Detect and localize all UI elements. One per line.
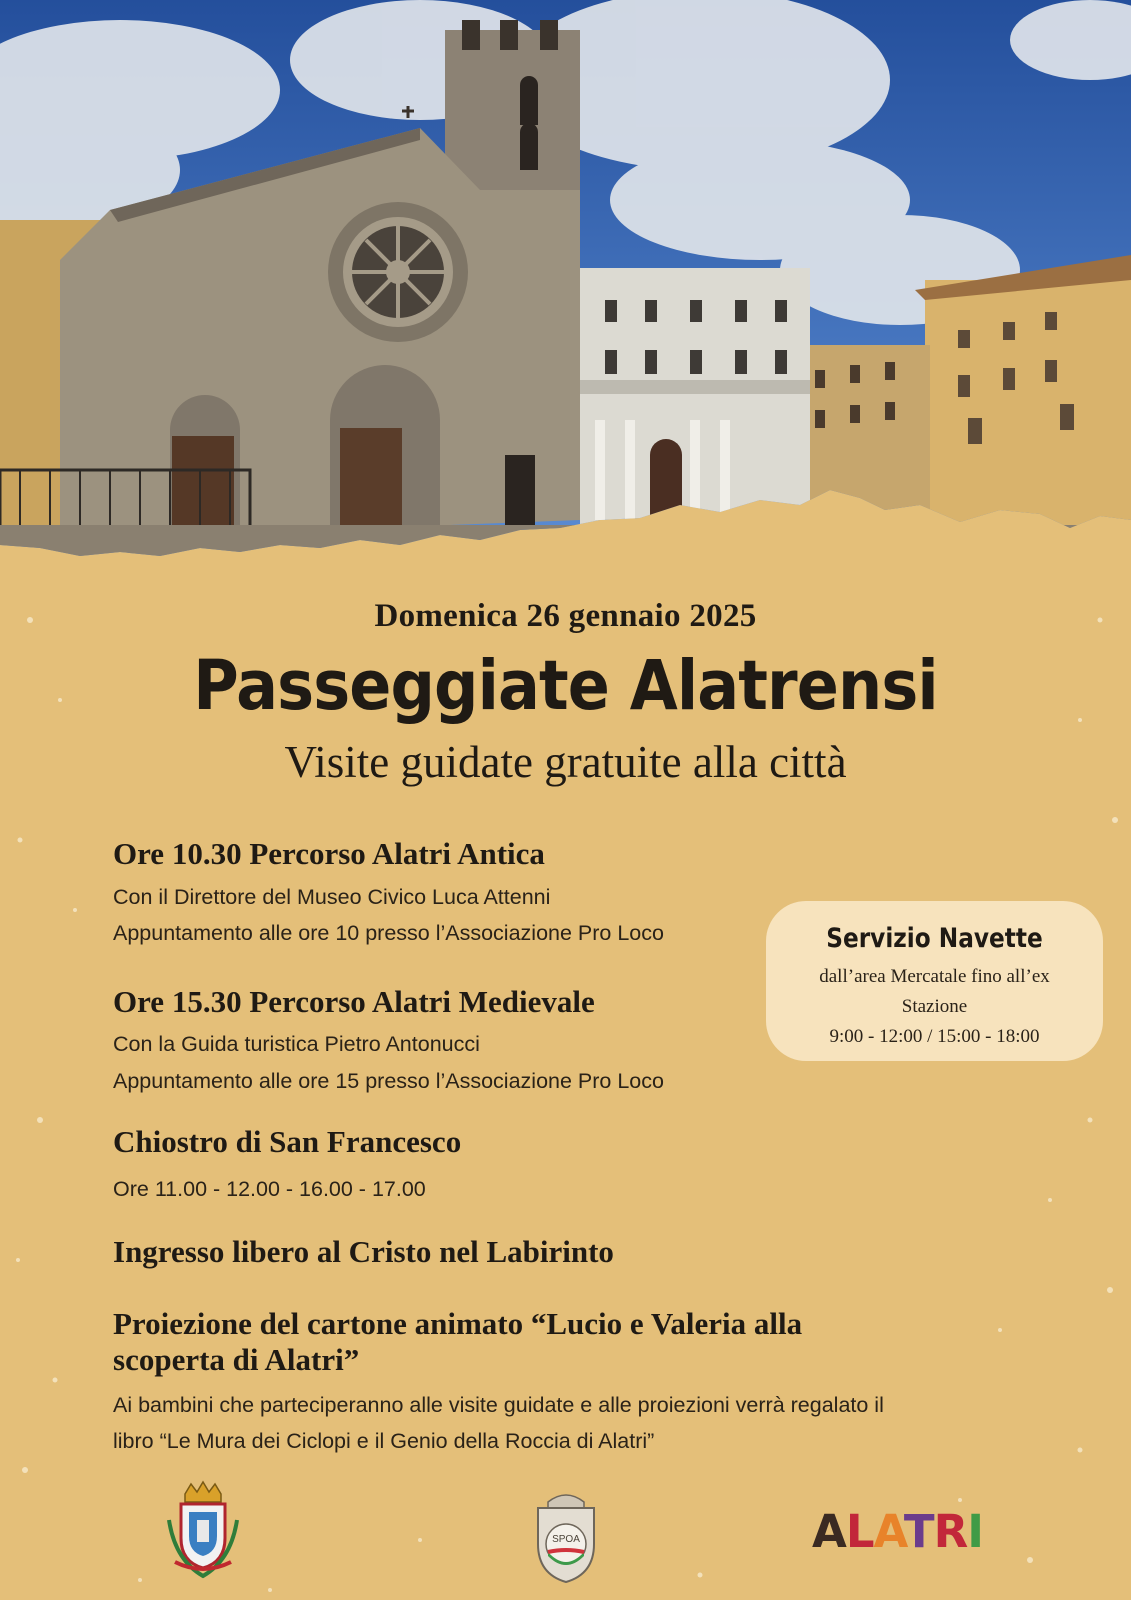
alatri-letter-t: T [903,1505,934,1558]
shuttle-title: Servizio Navette [826,923,1043,954]
section-line-guide: Con la Guida turistica Pietro Antonucci [113,1032,480,1056]
section-heading-alatri-medievale: Ore 15.30 Percorso Alatri Medievale [113,984,595,1019]
section-heading-cristo-labirinto: Ingresso libero al Cristo nel Labirinto [113,1234,614,1269]
alatri-letter-r: R [933,1505,968,1558]
spoa-badge-text: SPOA [552,1534,580,1545]
header-photo [0,0,1131,575]
alatri-letter-i: I [967,1505,983,1558]
section-line-gift-1: Ai bambini che parteciperanno alle visite guidate e alle proiezioni verrà regalato il [113,1393,884,1417]
section-line-meeting-15: Appuntamento alle ore 15 presso l’Associazione Pro Loco [113,1069,664,1093]
section-line-chiostro-hours: Ore 11.00 - 12.00 - 16.00 - 17.00 [113,1177,426,1201]
coat-of-arms-icon [163,1480,243,1580]
section-line-director: Con il Direttore del Museo Civico Luca Attenni [113,885,551,909]
section-heading-alatri-antica: Ore 10.30 Percorso Alatri Antica [113,836,545,871]
event-subtitle: Visite guidate gratuite alla città [284,737,847,787]
alatri-letter-a1: A [812,1505,846,1558]
section-heading-proiezione-line2: scoperta di Alatri” [113,1342,360,1377]
alatri-letter-l: L [845,1505,874,1558]
section-line-gift-2: libro “Le Mura dei Ciclopi e il Genio della Roccia di Alatri” [113,1429,655,1453]
section-heading-proiezione-line1: Proiezione del cartone animato “Lucio e Valeria alla [113,1306,803,1341]
section-line-meeting-10: Appuntamento alle ore 10 presso l’Associazione Pro Loco [113,921,664,945]
alatri-letter-a2: A [873,1505,904,1558]
shuttle-hours: 9:00 - 12:00 / 15:00 - 18:00 [829,1026,1040,1047]
spoa-badge-icon [528,1490,604,1586]
event-title: Passeggiate Alatrensi [193,646,938,726]
event-date: Domenica 26 gennaio 2025 [374,598,757,634]
shuttle-info-box [766,901,1103,1061]
section-heading-chiostro: Chiostro di San Francesco [113,1124,462,1159]
shuttle-route: dall’area Mercatale fino all’ex Stazione [819,966,1050,1017]
alatri-brand-logo [812,1505,983,1558]
